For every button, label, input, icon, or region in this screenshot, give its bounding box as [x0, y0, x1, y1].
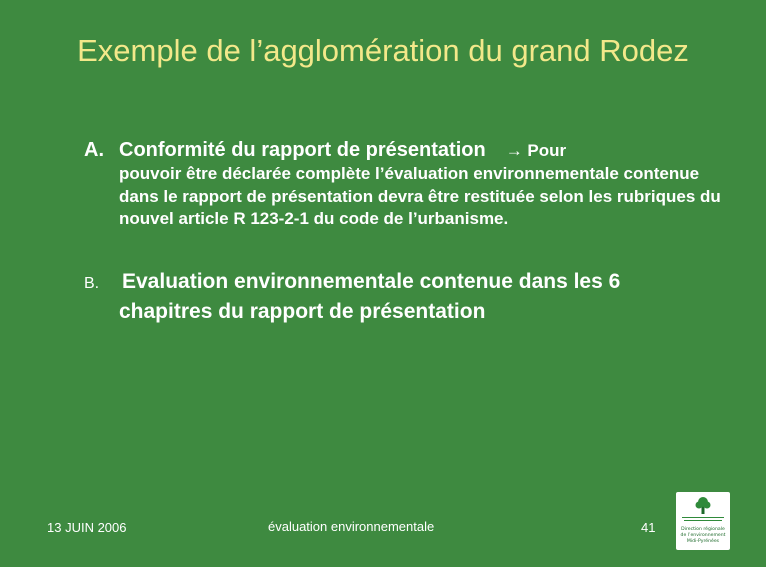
- footer-date: 13 JUIN 2006: [47, 520, 127, 535]
- slide-title: Exemple de l’agglomération du grand Rodez: [77, 33, 689, 68]
- bullet-a: [84, 137, 724, 231]
- tree-logo-icon: [676, 492, 730, 550]
- bullet-b-text: Evaluation environnementale contenue dans les 6: [122, 270, 621, 293]
- bullet-a-marker: A.: [84, 139, 104, 161]
- organization-logo: [676, 492, 730, 550]
- bullet-b-marker: B.: [84, 275, 100, 292]
- logo-line-2: de l’environnement: [680, 533, 726, 538]
- footer-title: évaluation environnementale: [268, 519, 435, 534]
- bullet-a-heading: Conformité du rapport de présentation: [119, 139, 486, 161]
- bullet-a-text: pouvoir être déclarée complète l’évaluation environnementale contenue dans le rapport de présentation devra être restituée selon les rubriques du nouvel article R 123-2-1 du code de l’urbanisme.: [119, 164, 721, 228]
- bullet-a-head: [84, 137, 724, 164]
- bullet-b: [84, 268, 724, 326]
- logo-line-1: Direction régionale: [681, 527, 725, 532]
- bullet-b-line2: chapitres du rapport de présentation: [119, 300, 486, 323]
- logo-line-3: Midi-Pyrénées: [686, 539, 720, 544]
- page-number: 41: [641, 520, 656, 535]
- bullet-a-arrow: → Pour: [505, 141, 567, 160]
- bullet-b-line1: [84, 268, 724, 298]
